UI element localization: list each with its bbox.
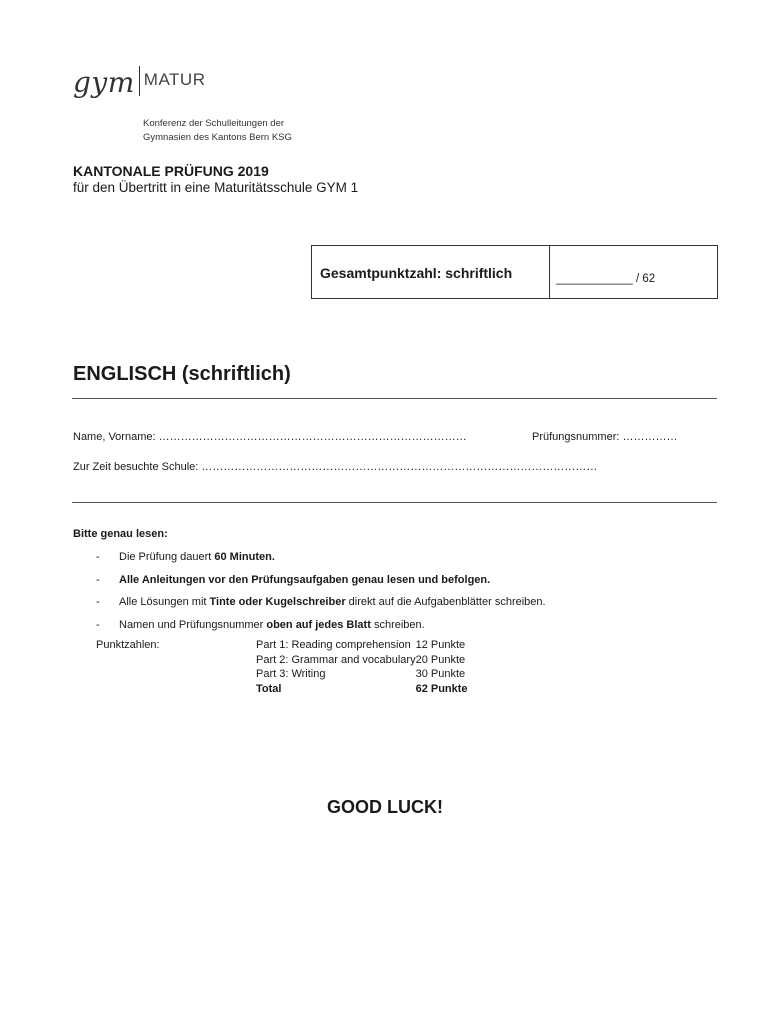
total-score-label: Gesamtpunktzahl: schriftlich <box>312 246 550 298</box>
instruction-bold-text: oben auf jedes Blatt <box>266 618 371 631</box>
points-total-label: Total <box>256 682 282 695</box>
instruction-text: Alle Lösungen mit <box>119 596 210 608</box>
instruction-text: schreiben. <box>370 618 425 631</box>
points-part: Part 1: Reading comprehension <box>256 639 411 651</box>
instruction-text: Die Prüfung dauert <box>119 551 215 563</box>
points-part: Part 3: Writing <box>256 668 326 680</box>
instruction-bold-text: Alle Anleitungen vor den Prüfungsaufgaben genau lesen und befolgen. <box>119 573 491 586</box>
name-field[interactable]: Name, Vorname: ………………………………………………………………………… <box>73 431 467 443</box>
instruction-dash: - <box>96 551 100 563</box>
logo-separator <box>139 66 140 96</box>
points-row <box>256 638 468 653</box>
exam-title: KANTONALE PRÜFUNG 2019 <box>73 163 269 179</box>
instruction-dash: - <box>96 573 100 586</box>
exam-number-field[interactable]: Prüfungsnummer: …………… <box>532 431 678 443</box>
organization-name <box>143 117 292 145</box>
instruction-bold-text: 60 Minuten. <box>214 551 275 563</box>
divider-bottom <box>72 502 717 503</box>
points-total-value: 62 Punkte <box>415 682 468 695</box>
school-field[interactable]: Zur Zeit besuchte Schule: ……………………………………………………………………………………………… <box>73 461 598 473</box>
instruction-item <box>96 550 546 573</box>
organization-line-2: Gymnasien des Kantons Bern KSG <box>143 132 292 143</box>
instructions-list <box>96 550 546 640</box>
instruction-text: direkt auf die Aufgabenblätter schreiben. <box>345 596 546 608</box>
logo-matur-text: MATUR <box>143 70 206 89</box>
points-value: 12 Punkte <box>415 639 466 651</box>
exam-subtitle: für den Übertritt in eine Maturitätsschule GYM 1 <box>73 180 359 195</box>
points-part: Part 2: Grammar and vocabulary <box>256 653 416 666</box>
instructions-title: Bitte genau lesen: <box>73 528 168 540</box>
points-label: Punktzahlen: <box>96 639 160 651</box>
instruction-item <box>96 595 546 618</box>
points-total-row <box>256 682 468 697</box>
instruction-dash: - <box>96 618 100 631</box>
good-luck-heading: GOOD LUCK! <box>327 797 443 817</box>
points-row <box>256 653 468 668</box>
instruction-bold-text: Tinte oder Kugelschreiber <box>209 596 346 608</box>
points-value: 20 Punkte <box>415 653 466 666</box>
divider-top <box>72 398 717 399</box>
subject-title: ENGLISCH (schriftlich) <box>73 363 291 385</box>
instruction-item <box>96 618 546 641</box>
instruction-text: Namen und Prüfungsnummer <box>119 618 267 631</box>
instruction-item <box>96 573 546 596</box>
logo-gym-text: gym <box>73 66 135 99</box>
gym-matur-logo <box>73 66 205 98</box>
points-table <box>256 638 468 696</box>
total-score-box <box>311 245 718 299</box>
organization-line-1: Konferenz der Schulleitungen der <box>143 118 285 129</box>
instruction-dash: - <box>96 596 100 608</box>
points-row <box>256 667 468 682</box>
points-value: 30 Punkte <box>415 668 466 680</box>
total-score-field[interactable]: ____________ / 62 <box>556 273 656 285</box>
